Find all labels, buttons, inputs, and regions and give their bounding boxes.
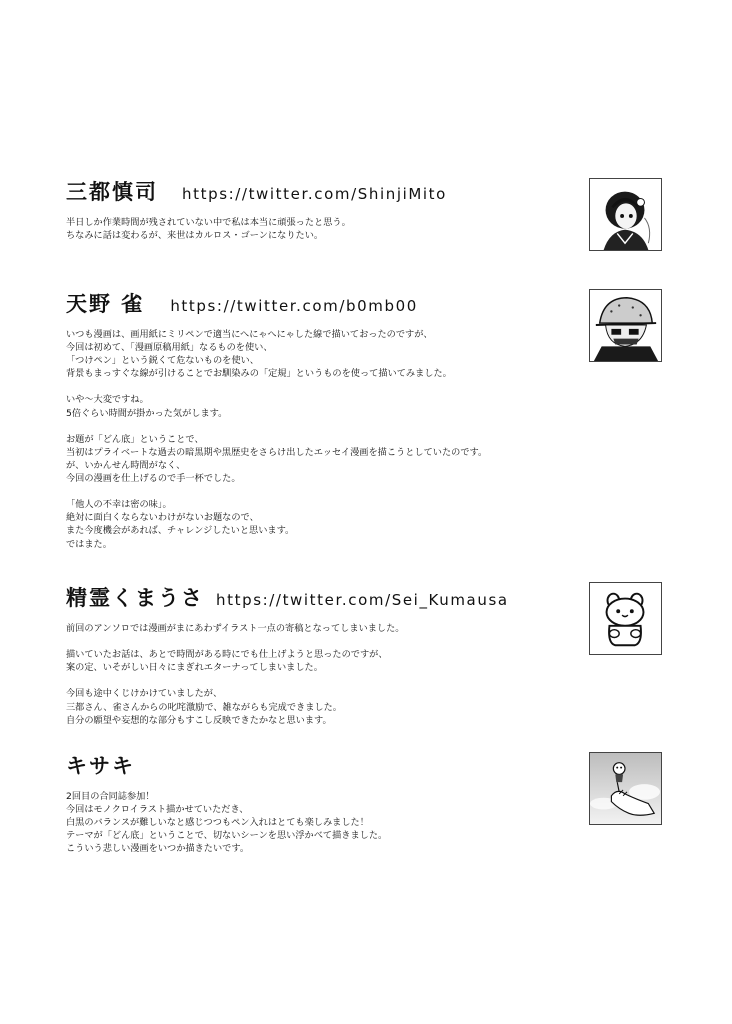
profile-entry-kumausa [66,582,586,727]
author-name: 三都慎司 [66,180,158,204]
author-name: 天野 雀 [66,292,145,316]
bear-rabbit-icon [589,582,662,655]
entry-header [66,582,586,612]
twitter-link[interactable]: https://twitter.com/ShinjiMito [182,185,447,203]
entry-header [66,750,586,780]
helmet-character-icon [589,289,662,362]
author-name: 精霊くまうさ [66,586,204,610]
profile-entry-amano [66,288,586,551]
author-name: キサキ [66,754,135,778]
entry-header [66,176,586,206]
entry-header [66,288,586,318]
profile-entry-mito [66,176,586,242]
author-comment: 前回のアンソロでは漫画がまにあわずイラスト一点の寄稿となってしまいました。 描いていたお話は、あとで時間がある時にでも仕上げようと思ったのですが、 案の定、いそがしい日々にまぎれエターナってしまいました。 今回も途中くじけかけていましたが、 三都さん、雀さんからの叱咤激励で、雑ながらも完成できました。 自分の願望や妄想的な部分もすこし反映できたかなと思います。 [66,623,405,726]
profile-entry-kisaki [66,750,586,855]
author-comment: 2回目の合同誌参加！ 今回はモノクロイラスト描かせていただき、 白黒のバランスが難しいなと感じつつもペン入れはとても楽しみました！ テーマが「どん底」ということで、切ないシーンを思い浮かべて描きました。 こういう悲しい漫画をいつか描きたいです。 [66,791,388,855]
author-comment: いつも漫画は、画用紙にミリペンで適当にへにゃへにゃした線で描いておったのですが、 今回は初めて、「漫画原稿用紙」なるものを使い、 「つけペン」という鋭くて危ないものを使い、 背景もまっすぐな線が引けることでお馴染みの「定規」というものを使って描いてみました。 いや～大変ですね。 5倍ぐらい時間が掛かった気がします。 お題が「どん底」ということで、 当初はプライベートな過去の暗黒期や黒歴史をさらけ出したエッセイ漫画を描こうとしていたのです。 が、いかんせん時間がなく、 今回の漫画を仕上げるので手一杯でした。 「他人の不幸は密の味」。 絶対に面白くならないわけがないお題なので、 また今度機会があれば、チャレンジしたいと思います。 ではまた。 [66,329,488,550]
hand-holding-figure-icon [589,752,662,825]
twitter-link[interactable]: https://twitter.com/b0mb00 [170,297,418,315]
girl-portrait-icon [589,178,662,251]
author-comment: 半日しか作業時間が残されていない中で私は本当に頑張ったと思う。 ちなみに話は変わるが、来世はカルロス・ゴーンになりたい。 [66,217,351,242]
twitter-link[interactable]: https://twitter.com/Sei_Kumausa [216,591,509,609]
